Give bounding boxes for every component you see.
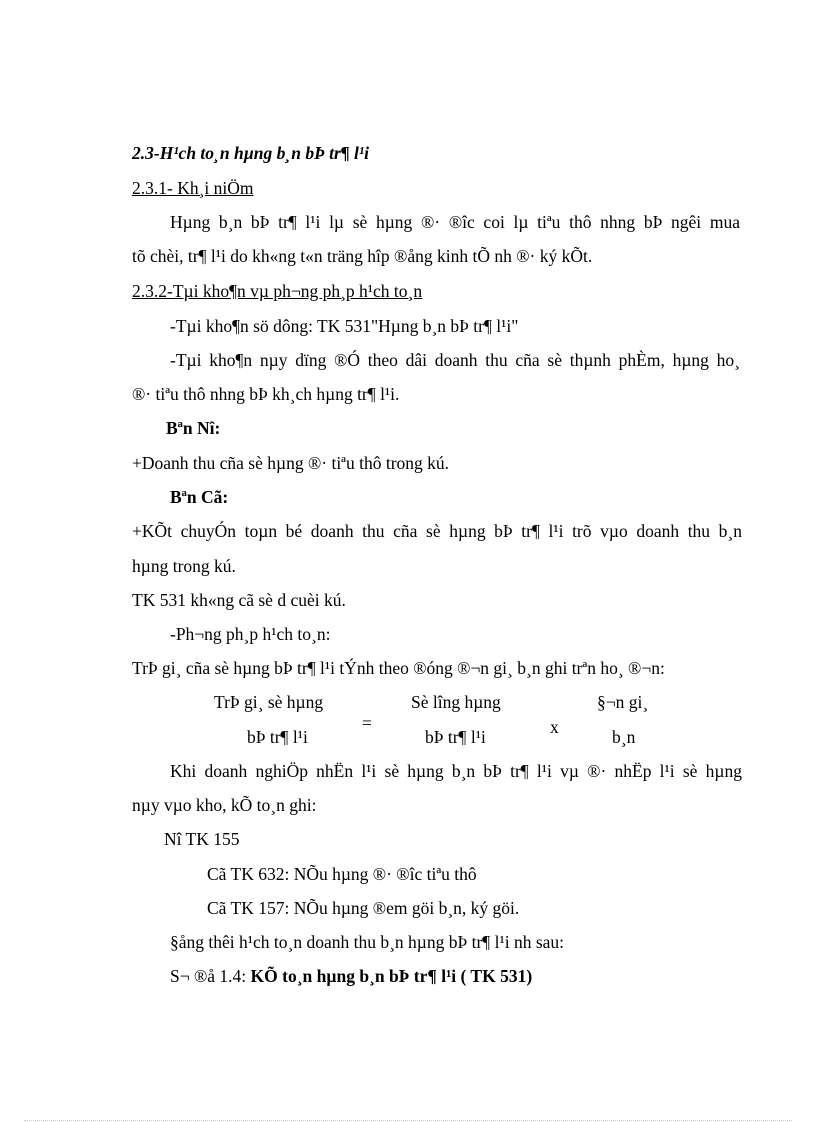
page-bottom-divider [24, 1120, 792, 1121]
method-heading: -Ph¬ng ph¸p h¹ch to¸n: [170, 624, 331, 644]
formula-left-top: TrÞ gi¸ sè hµng [214, 692, 324, 712]
diagram-prefix: S¬ ®å 1.4: [170, 966, 251, 986]
entry-credit-1: Cã TK 632: NÕu hµng ®· ®îc tiªu thô [207, 864, 477, 884]
credit-label: Bªn Cã: [170, 487, 229, 507]
diagram-caption [170, 966, 532, 987]
debit-label: Bªn Nî: [166, 418, 221, 438]
account-used: -Tµi kho¶n sö dông: TK 531"Hµng b¸n bÞ tr¶ l¹i" [170, 316, 519, 336]
formula-right-bottom: b¸n [612, 727, 636, 747]
paragraph-1-line-2: tõ chèi, tr¶ l¹i do kh«ng t«n träng hîp ®ång kinh tÕ nh ®· ký kÕt. [132, 246, 593, 266]
paragraph-1-line-1: Hµng b¸n bÞ tr¶ l¹i lµ sè hµng ®· ®îc coi lµ tiªu thô nhng bÞ ngêi mua [170, 212, 740, 232]
credit-text-line-1: +KÕt chuyÓn toµn bé doanh thu cña sè hµng bÞ tr¶ l¹i trõ vµo doanh thu b¸n [132, 521, 742, 541]
value-line: TrÞ gi¸ cña sè hµng bÞ tr¶ l¹i tÝnh theo ®óng ®¬n gi¸ b¸n ghi trªn ho¸ ®¬n: [132, 658, 665, 678]
paragraph-2-line-1: -Tµi kho¶n nµy dïng ®Ó theo dâi doanh thu cña sè thµnh phÈm, hµng ho¸ [170, 350, 740, 370]
diagram-title: KÕ to¸n hµng b¸n bÞ tr¶ l¹i ( TK 531) [250, 966, 533, 986]
formula-mid-top: Sè lîng hµng [411, 692, 501, 712]
formula-right-top: §¬n gi¸ [597, 692, 649, 712]
paragraph-3-line-2: nµy vµo kho, kÕ to¸n ghi: [132, 795, 317, 815]
formula-left-bottom: bÞ tr¶ l¹i [247, 727, 308, 747]
credit-text-line-2: hµng trong kú. [132, 556, 236, 576]
balance-note: TK 531 kh«ng cã sè d cuèi kú. [132, 590, 346, 610]
formula-times: x [550, 717, 559, 737]
formula-equals: = [362, 713, 372, 733]
subsection-concept: 2.3.1- Kh¸i niÖm [132, 178, 254, 198]
debit-text: +Doanh thu cña sè hµng ®· tiªu thô trong kú. [132, 453, 450, 473]
entry-credit-2: Cã TK 157: NÕu hµng ®em göi b¸n, ký göi. [207, 898, 520, 918]
subsection-accounts: 2.3.2-Tµi kho¶n vµ ph¬ng ph¸p h¹ch to¸n [132, 281, 423, 301]
formula-mid-bottom: bÞ tr¶ l¹i [425, 727, 486, 747]
section-heading: 2.3-H¹ch to¸n hµng b¸n bÞ tr¶ l¹i [132, 143, 369, 163]
paragraph-3-line-1: Khi doanh nghiÖp nhËn l¹i sè hµng b¸n bÞ tr¶ l¹i vµ ®· nhËp l¹i sè hµng [170, 761, 742, 781]
entry-debit: Nî TK 155 [164, 829, 240, 849]
paragraph-2-line-2: ®· tiªu thô nhng bÞ kh¸ch hµng tr¶ l¹i. [132, 384, 400, 404]
paragraph-4: §ång thêi h¹ch to¸n doanh thu b¸n hµng bÞ tr¶ l¹i nh sau: [170, 932, 565, 952]
